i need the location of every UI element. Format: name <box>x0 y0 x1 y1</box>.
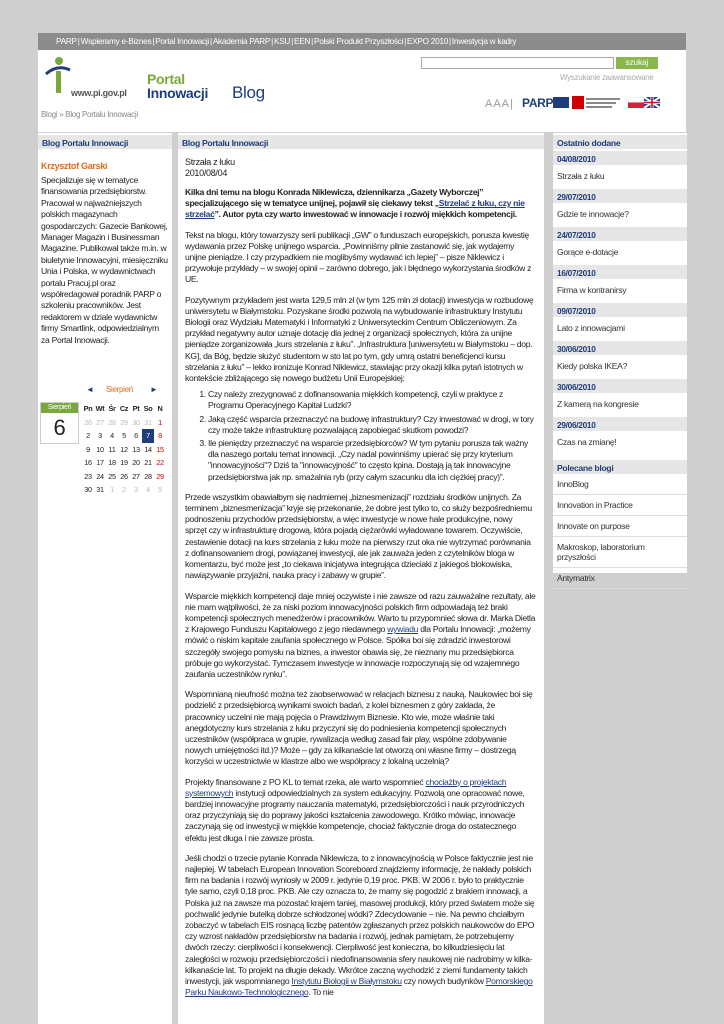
news-item[interactable]: Z kamerą na kongresie <box>557 399 639 409</box>
calendar-day[interactable]: 12 <box>120 444 128 454</box>
paragraph-text: . To nie <box>308 987 334 998</box>
innovation-info-logo-icon <box>572 95 622 110</box>
calendar-weekday: N <box>157 404 163 414</box>
calendar-weekday: Wt <box>95 404 105 414</box>
topbar-link-parp[interactable]: PARP <box>56 36 77 46</box>
news-item[interactable]: Gorące e-dotacje <box>557 247 619 257</box>
calendar-day[interactable]: 16 <box>84 458 92 468</box>
interview-link[interactable]: wywiadu <box>387 624 419 635</box>
parp-logo[interactable]: PARP <box>522 96 554 110</box>
header <box>38 50 686 132</box>
left-column-heading: Blog Portalu Innowacji <box>38 133 172 149</box>
calendar-week <box>82 429 166 443</box>
paragraph-text: instytucji odpowiedzialnych za system edukacyjny. Pozwolą one opracować nowe, bardziej innowacyjne programy nauczania matematyki, przedsiębiorczości i nauk przyrodniczych oraz przyczyniają się do poprawy jakości kształcenia zawodowego. Krótko mówiąc, innowacje zaczynają się od inwestycji w miękkie kompetencje, chociaż faktycznie droga do ostatecznego efektu jest długa i nie zawsze prosta. <box>185 787 525 843</box>
calendar-day[interactable]: 28 <box>144 471 152 481</box>
news-date: 09/07/2010 <box>553 301 687 317</box>
post-date: 2010/08/04 <box>185 168 228 178</box>
paragraph-text: czy nowych budynków <box>401 976 486 986</box>
paragraph-text: dla Portalu Innowacji: „możemy mówić o niskim kapitale zaufania społecznego w Polsce. Spółka boi się zdradzić inwestorowi szczegóły swojego pomysłu na biznes, a inwestor obawia się, że nieznany mu przedsiębiorca próbuje go wykorzystać. Tymczasem inwestycje w innowacje rozpoczynają się od wzajemnego zaufania uczestników rynku”. <box>185 624 531 679</box>
calendar-day[interactable]: 21 <box>144 458 152 468</box>
news-date: 24/07/2010 <box>553 225 687 241</box>
calendar-week <box>82 483 166 497</box>
calendar-grid <box>82 402 166 497</box>
calendar-week <box>82 456 166 470</box>
calendar-day: 3 <box>134 485 138 495</box>
calendar-day[interactable]: 23 <box>84 471 92 481</box>
post-lead <box>185 187 536 221</box>
calendar-month-label: Sierpień <box>106 385 133 394</box>
topbar-link-e-biznes[interactable]: Wspieramy e-Biznes <box>80 36 152 46</box>
paragraph: Przede wszystkim obawiałbym się nadmiernej „biznesmenizacji” rozdziału środków unijnych. Za terminem „biznesmenizacja” kryje się przekonanie, że dobre jest tylko to, co służy bezpośredniemu podnoszeniu przychodów przedsiębiorstw, a więc inwestycje w nowe hale produkcyjne, nowy sprzęt czy w infrastrukturę drogową, która pojadą ciężarówki wyładowane towarem. Oczywiście, zestawienie dotacji na kurs strzelania z łuku może na pierwszy rzut oka nie wytrzymać porównania z dofinansowaniem drogi, powiązanej inwestycji, ale jak zauważa jeden z czytelników bloga w komentarzu, być może jest „to ciekawa inicjatywa integrująca dzieciaki z jakiegoś blokowiska, nawiązywanie przyjaźni, nauka pracy i zabawy w grupie”. <box>185 491 532 581</box>
news-date: 30/06/2010 <box>553 377 687 393</box>
calendar-next-icon[interactable]: ► <box>150 385 158 394</box>
search-input[interactable] <box>421 57 614 69</box>
news-date: 04/08/2010 <box>553 149 687 165</box>
polish-flag-icon[interactable] <box>628 97 644 108</box>
calendar-day[interactable]: 24 <box>96 471 104 481</box>
author-bio: Specjalizuje się w tematyce finansowania przedsiębiorstw. Pracował w najważniejszych polskich magazynach gospodarczych: Gazecie Bankowej, Manager Magazin i Businessman Magazine. Publikował także m.in. w biuletynie Innowacyjni, miesięczniku Unia i Polska, w wydawnictwach portalu Pracuj.pl oraz współredagował poradnik PARP o szkoleniu pracowników. Jest redaktorem w dziale wydawnictw firmy Smartlink, odpowiedzialnym za Portal Innowacji. <box>41 175 168 345</box>
lead-link[interactable]: Strzelać z łuku, czy nie strzelać <box>185 198 525 220</box>
news-item[interactable]: Firma w kontranirsy <box>557 285 627 295</box>
calendar-day[interactable]: 6 <box>134 431 138 441</box>
calendar-day[interactable]: 2 <box>86 431 90 441</box>
calendar-day[interactable]: 1 <box>158 417 162 427</box>
system-projects-link[interactable]: chociażby o projektach systemowych <box>185 776 507 798</box>
topbar-link-een[interactable]: EEN <box>294 36 311 46</box>
english-flag-icon[interactable] <box>644 97 660 108</box>
paragraph: Pozytywnym przykładem jest warta 129,5 mln zł (w tym 125 mln zł dotacji) inwestycja w rozbudowę uniwersytetu w Białymstoku. Pozyskane środki pozwolą na wybudowanie infrastruktury Instytutu Biologii oraz Wydziału Matematyki i Informatyki z Uniwersyteckim Centrum Obliczeniowym. Za przykład negatywny autor uznaje dotację dla jednej z organizacji społecznych, która za unijne pieniądze zorganizowała „kurs strzelania z łuku”. „Infrastruktura [uniwersytetu w Białymstoku – dop. KG], da Bóg, będzie służyć studentom w sto lat po tym, gdy umrą ostatni beneficjenci kursu strzelania z łuku” – lekko ironizuje Konrad Niklewicz, stawiając przy okazji kilka pytań istotnych w kontekście zbliżającego się nowego budżetu Unii Europejskiej: <box>185 294 534 384</box>
top-navigation-bar: PARP|Wspieramy e-Biznes|Portal Innowacji|Akademia PARP|KSU|EEN|Polski Produkt Przyszłości|EXPO 2010|Inwestycja w kadry <box>38 33 686 50</box>
calendar-day: 5 <box>158 485 162 495</box>
recommended-blog-link[interactable]: Innovation in Practice <box>553 495 687 516</box>
paragraph <box>185 591 536 681</box>
calendar-day[interactable]: 26 <box>120 471 128 481</box>
calendar-day: 4 <box>146 485 150 495</box>
post-title: Strzała z łuku <box>185 157 235 167</box>
breadcrumb[interactable]: Blogi » Blog Portalu Innowacji <box>41 110 138 119</box>
eu-flag-icon <box>553 97 569 108</box>
calendar-badge-day: 6 <box>53 415 66 440</box>
logo-innowacji-text: Innowacji <box>147 85 209 101</box>
topbar-link-polski-produkt[interactable]: Polski Produkt Przyszłości <box>314 36 404 46</box>
calendar-badge-month: Sierpień <box>41 403 78 413</box>
news-item[interactable]: Kiedy polska IKEA? <box>557 361 628 371</box>
list-item: 1. Czy należy zrezygnować z dofinansowania miękkich kompetencji, czyli w praktyce z Programu Operacyjnego Kapitał Ludzki? <box>208 389 536 411</box>
calendar-day[interactable]: 27 <box>132 471 140 481</box>
calendar-day[interactable]: 29 <box>156 471 164 481</box>
calendar-day: 26 <box>84 417 92 427</box>
calendar-prev-icon[interactable]: ◄ <box>86 385 94 394</box>
calendar-day[interactable]: 14 <box>144 444 152 454</box>
calendar-day[interactable]: 3 <box>98 431 102 441</box>
logo-portal-text: Portal <box>147 71 185 87</box>
main-column <box>178 133 544 1024</box>
calendar-day[interactable]: 15 <box>156 444 164 454</box>
recommended-blog-link[interactable]: Makroskop, laboratorium przyszłości <box>553 537 687 568</box>
calendar-day[interactable]: 9 <box>86 444 90 454</box>
author-name: Krzysztof Garski <box>41 161 108 171</box>
paragraph <box>185 777 536 844</box>
calendar-day[interactable]: 18 <box>108 458 116 468</box>
left-column <box>38 133 172 1024</box>
calendar-day[interactable]: 20 <box>132 458 140 468</box>
calendar-day[interactable]: 22 <box>156 458 164 468</box>
right-column <box>553 133 687 583</box>
news-date: 16/07/2010 <box>553 263 687 279</box>
calendar-weekday: Pn <box>83 404 93 414</box>
calendar-day[interactable]: 30 <box>84 485 92 495</box>
calendar-day: 1 <box>110 485 114 495</box>
news-item[interactable]: Strzała z łuku <box>557 171 605 181</box>
topbar-link-expo[interactable]: EXPO 2010 <box>406 36 449 46</box>
lead-text: Kilka dni temu na blogu Konrada Niklewicza, dziennikarza „Gazety Wyborczej” specjalizującego się w tematyce unijnej, pojawił się ciekawy tekst „ <box>185 187 484 209</box>
calendar-date-badge <box>40 402 79 444</box>
calendar-day: 2 <box>122 485 126 495</box>
search-button[interactable]: szukaj <box>616 57 658 69</box>
paragraph: Tekst na blogu, który towarzyszy serii publikacji „GW” o funduszach europejskich, porusza kwestię wydawania przez Polskę unijnego wsparcia. „Powinniśmy pilnie zastanowić się, jak wydajemy unijne pieniądze. I czy przypadkiem nie moglibyśmy wydawać ich lepiej” – pisze Niklewicz i przywołuje przykłady – w swojej opinii – zarówno dobrego, jak i błędnego wykorzystania środków z UE. <box>185 229 532 285</box>
recommended-blog-link[interactable]: Innovate on purpose <box>553 516 687 537</box>
calendar-day[interactable]: 8 <box>158 431 162 441</box>
news-item[interactable]: Czas na zmianę! <box>557 437 617 447</box>
news-date: 29/06/2010 <box>553 415 687 431</box>
news-date: 30/06/2010 <box>553 339 687 355</box>
paragraph-text: Projekty finansowane z PO KL to temat rzeka, ale warto wspomnieć <box>185 776 426 787</box>
pi-logo-icon[interactable] <box>43 56 73 98</box>
logo-url[interactable]: www.pi.gov.pl <box>71 88 127 98</box>
calendar-week <box>82 470 166 484</box>
recommended-blog-link[interactable]: Antymatrix <box>553 568 687 589</box>
calendar-day: 28 <box>108 417 116 427</box>
recommended-blog-link[interactable]: InnoBlog <box>553 474 687 495</box>
recent-posts-heading: Ostatnio dodane <box>553 133 687 149</box>
biology-institute-link[interactable]: Instytutu Biologii w Białymstoku <box>291 976 402 986</box>
topbar-link-portal-innowacji[interactable]: Portal Innowacji <box>155 36 209 46</box>
paragraph <box>185 853 536 999</box>
calendar-weekday: Pt <box>132 404 140 414</box>
calendar-day[interactable]: 5 <box>122 431 126 441</box>
calendar-day: 29 <box>120 417 128 427</box>
calendar-day[interactable]: 31 <box>96 485 104 495</box>
recommended-blogs-heading: Polecane blogi <box>553 458 687 474</box>
calendar-day[interactable]: 17 <box>96 458 104 468</box>
calendar-day: 30 <box>132 417 140 427</box>
news-date: 29/07/2010 <box>553 187 687 203</box>
paragraph-text: Jeśli chodzi o trzecie pytanie Konrada Niklewicza, to z innowacyjnością w Polsce faktycznie jest nie najlepiej. W tabelach European Innovation Scoreboard znajdziemy informację, że nakłady polskich firm na badania i rozwój wyniosły w 2009 r. jedynie 0,19 proc. PKB. W 2006 r. było to praktycznie tyle samo, czyli 0,18 proc. PKB. Ale czy oznacza to, że mamy się pogodzić z brakiem innowacji, a Polska już na zawsze ma pozostać krajem taniej, masowej produkcji, który przed światem może się pochwalić jedynie butelką dobrze schłodzonej wódki? Zdecydowanie – nie. Na pewno chciałbym zobaczyć w tabelach EIS rosnącą liczbę patentów zgłaszanych przez polskich naukowców do EPO czy wzrost nakładów przedsiębiorstw na badania i rozwój, jednak pamiętam, że potrzebujemy dwóch rzeczy: cierpliwości i konsekwencji. Cierpliwość jest konieczna, bo kilkudziesięciu lat zaległości w rozwoju przedsiębiorczości i niedofinansowania sfery naukowej nie nadrobimy w kilka-kilkanaście lat. To projekt na długie dekady. Wkrótce zaczną wychodzić z ziemi fundamenty takich inwestycji, jak wspomnianego <box>185 852 535 986</box>
topbar-link-akademia[interactable]: Akademia PARP <box>212 36 271 46</box>
calendar-weekday: Cz <box>119 404 129 414</box>
calendar-day[interactable]: 11 <box>108 444 116 454</box>
questions-list <box>208 389 536 483</box>
calendar-day[interactable]: 4 <box>110 431 114 441</box>
paragraph-text: Wsparcie miękkich kompetencji daje mniej oczywiste i nie zawsze od razu zauważalne rezultaty, ale nie mam wątpliwości, że za niski poziom innowacyjności polskich firm odpowiadają też braki kompetencji społecznych menedżerów i pracowników. Warto tu przypomnieć słowa dr. Marka Dietla z Krajowego Funduszu Kapitałowego z jego niedawnego <box>185 590 536 635</box>
list-item: 3. Ile pieniędzy przeznaczyć na wsparcie przedsiębiorców? W tym pytaniu porusza tak ważny dla naszego portalu temat innowacji. „Czy nadal powinniśmy upierać się przy kryterium "innowacyjności"? Dziś ta "innowacyjność" to często kpina. Dostają ją tak innowacyjne przedsiębiorstwa jak np. smażalnia ryb (przy całym szacunku dla ich ciężkiej pracy)”. <box>208 438 536 483</box>
news-item[interactable]: Lato z innowacjami <box>557 323 625 333</box>
font-size-control[interactable]: AAA| <box>485 98 514 110</box>
logo-blog-text: Blog <box>232 83 265 102</box>
calendar-day[interactable]: 25 <box>108 471 116 481</box>
science-park-link[interactable]: Pomorskiego Parku Naukowo-Technologicznego <box>185 976 533 998</box>
lead-text-end: ”. Autor pyta czy warto inwestować w innowacje i rozwój miękkich kompetencji. <box>214 209 517 220</box>
calendar-weekday-row <box>82 402 166 416</box>
topbar-link-inwestycja[interactable]: Inwestycja w kadry <box>451 36 517 46</box>
list-item: 2. Jaką część wsparcia przeznaczyć na budowę infrastruktury? Czy inwestować w drogi, w tory czy może także infrastrukturę pozwalającą zapobiegać skutkom powodzi? <box>208 414 536 436</box>
calendar-week <box>82 443 166 457</box>
calendar-day[interactable]: 13 <box>132 444 140 454</box>
calendar-day: 27 <box>96 417 104 427</box>
calendar-week <box>82 416 166 430</box>
topbar-link-ksu[interactable]: KSU <box>273 36 291 46</box>
calendar-day-today[interactable]: 7 <box>142 429 154 443</box>
calendar-weekday: Śr <box>108 404 116 414</box>
calendar-weekday: So <box>143 404 153 414</box>
advanced-search-link[interactable]: Wyszukanie zaawansowane <box>560 73 654 82</box>
main-column-heading: Blog Portalu Innowacji <box>178 133 544 149</box>
calendar-day[interactable]: 10 <box>96 444 104 454</box>
paragraph: Wspomnianą nieufność można też zaobserwować w relacjach biznesu z nauką. Naukowiec boi się podzielić z przedsiębiorcą wynikami swoich badań, z kolei biznesmen z góry zakłada, że pracownicy uczelni nie mają pojęcia o Prawdziwym Biznesie. Kto wie, może właśnie taki anegdotyczny kurs strzelania z łuku przyczyni się do podniesienia kompetencji społecznych uczestników (współpraca w grupie, rywalizacja według zasad fair play, wspólne zdobywanie nowych umiejętności itd.)? Może – gdy za kilkanaście lat otworzą oni własne firmy – dostrzegą korzyści w uczestnictwie w klastrze albo we współpracy z lokalną uczelnią? <box>185 689 533 767</box>
calendar-day: 31 <box>144 417 152 427</box>
calendar-day[interactable]: 19 <box>120 458 128 468</box>
news-item[interactable]: Gdzie te innowacje? <box>557 209 629 219</box>
